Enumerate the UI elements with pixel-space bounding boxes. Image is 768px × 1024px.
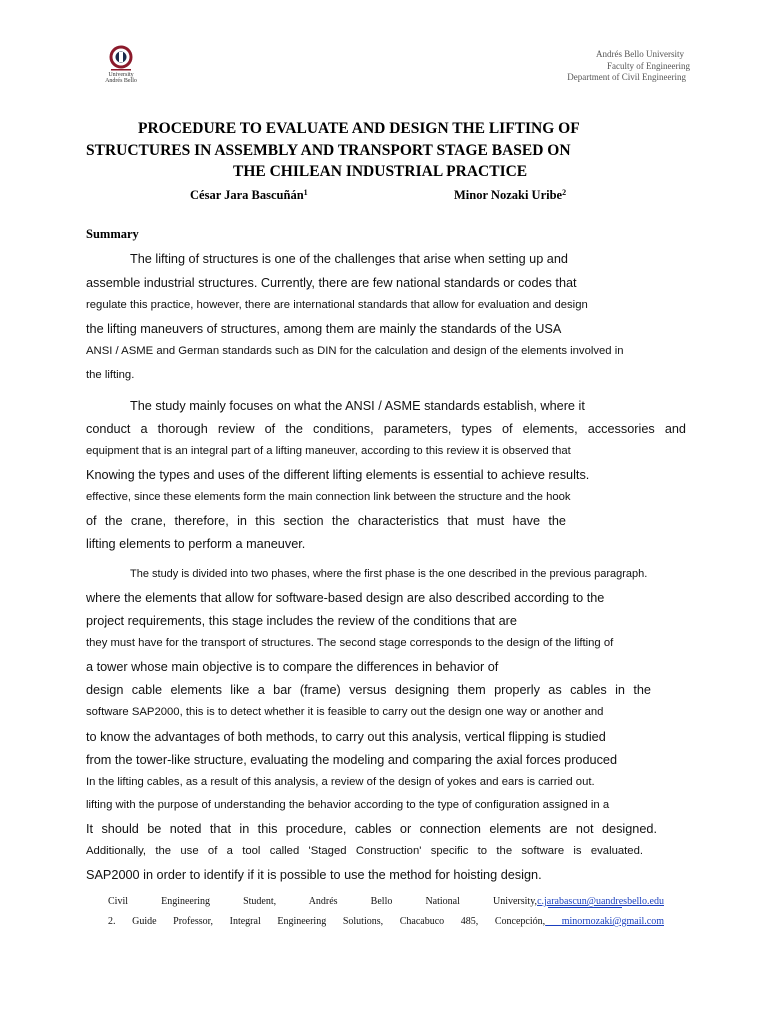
paragraph-line: of the crane, therefore, in this section the characteristics that must have the xyxy=(86,514,566,528)
logo-text-line: University xyxy=(108,72,134,78)
paragraph-line: The lifting of structures is one of the challenges that arise when setting up and xyxy=(130,252,568,266)
paper-title xyxy=(80,118,690,183)
paragraph-line: they must have for the transport of structures. The second stage corresponds to the design of the lifting of xyxy=(86,637,614,649)
paragraph-line: conduct a thorough review of the conditions, parameters, types of elements, accessories and xyxy=(86,422,686,436)
paragraph-line: effective, since these elements form the main connection link between the structure and the hook xyxy=(86,491,571,503)
paragraph-line: the lifting maneuvers of structures, among them are mainly the standards of the USA xyxy=(86,322,562,336)
paragraph-line: lifting with the purpose of understanding the behavior according to the type of configuration assigned in a xyxy=(86,799,610,811)
author-affiliation-mark: 1 xyxy=(303,188,308,197)
paragraph-line: where the elements that allow for software-based design are also described according to the xyxy=(86,591,605,605)
title-line: PROCEDURE TO EVALUATE AND DESIGN THE LIFTING OF xyxy=(138,120,580,137)
paragraph-line: design cable elements like a bar (frame) versus designing them properly as cables in the xyxy=(86,683,651,697)
paragraph-line: lifting elements to perform a maneuver. xyxy=(86,537,306,551)
author-affiliation-mark: 2 xyxy=(562,188,567,197)
author-name: Minor Nozaki Uribe xyxy=(454,188,563,202)
logo-text-line: Andrés Bello xyxy=(105,78,137,84)
email-link[interactable]: minornozaki@gmail.com xyxy=(545,916,664,927)
author-name: César Jara Bascuñán xyxy=(190,188,304,202)
affiliation-university: Andrés Bello University xyxy=(596,49,684,59)
title-line: STRUCTURES IN ASSEMBLY AND TRANSPORT STAGE BASED ON xyxy=(86,141,571,159)
affiliation-block xyxy=(480,49,690,84)
summary-heading: Summary xyxy=(86,227,139,241)
footnote-1 xyxy=(108,896,664,907)
paragraph-line: The study mainly focuses on what the ANSI / ASME standards establish, where it xyxy=(130,399,585,413)
paragraph-line: ANSI / ASME and German standards such as DIN for the calculation and design of the elements involved in xyxy=(86,345,624,357)
paragraph-line: a tower whose main objective is to compare the differences in behavior of xyxy=(86,660,499,674)
paragraph-line: Additionally, the use of a tool called 'Staged Construction' specific to the software is evaluated. xyxy=(86,845,643,857)
paragraph-line: the lifting. xyxy=(86,369,135,381)
paragraph-line: to know the advantages of both methods, to carry out this analysis, vertical flipping is studied xyxy=(86,730,606,744)
paragraph-line: Knowing the types and uses of the different lifting elements is essential to achieve results. xyxy=(86,468,590,482)
author-2 xyxy=(454,188,566,203)
paragraph-line: regulate this practice, however, there are international standards that allow for evaluation and design xyxy=(86,299,588,311)
paragraph-line: The study is divided into two phases, where the first phase is the one described in the previous paragraph. xyxy=(130,568,648,580)
footnote-text: 2. Guide Professor, Integral Engineering Solutions, Chacabuco 485, Concepción, xyxy=(108,916,546,927)
paragraph-line: software SAP2000, this is to detect whether it is feasible to carry out the design one way or another and xyxy=(86,706,604,718)
paragraph-line: equipment that is an integral part of a lifting maneuver, according to this review it is observed that xyxy=(86,445,571,457)
title-line: THE CHILEAN INDUSTRIAL PRACTICE xyxy=(233,163,528,180)
paragraph-line: from the tower-like structure, evaluating the modeling and comparing the axial forces produced xyxy=(86,753,618,767)
affiliation-faculty: Faculty of Engineering xyxy=(607,60,690,71)
paragraph-line: It should be noted that in this procedure, cables or connection elements are not designed. xyxy=(86,822,657,836)
paragraph-line: assemble industrial structures. Currently, there are few national standards or codes that xyxy=(86,276,577,290)
affiliation-department: Department of Civil Engineering xyxy=(567,72,686,82)
paragraph-line: SAP2000 in order to identify if it is possible to use the method for hoisting design. xyxy=(86,868,542,882)
footnote-text: Civil Engineering Student, Andrés Bello National University, xyxy=(108,896,538,907)
footnote-2 xyxy=(108,916,664,927)
paragraph-line: project requirements, this stage includes the review of the conditions that are xyxy=(86,614,517,628)
logo-text xyxy=(98,72,144,84)
paragraph-line: In the lifting cables, as a result of this analysis, a review of the design of yokes and ears is carried out. xyxy=(86,776,595,788)
author-1 xyxy=(190,188,308,203)
email-link[interactable]: c.jarabascun@uandresbello.edu xyxy=(537,896,664,907)
footnote-link-underline xyxy=(548,907,622,908)
